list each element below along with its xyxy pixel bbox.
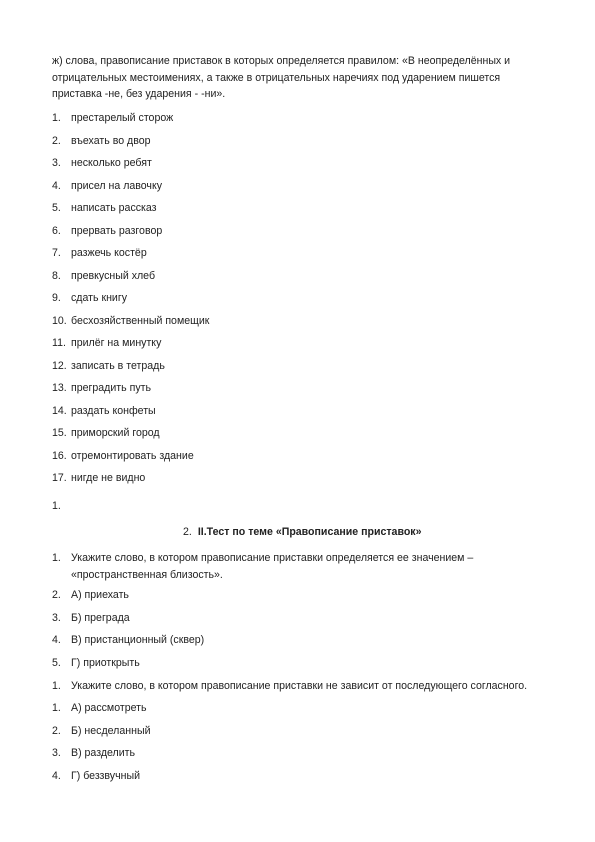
item-number: 12. [52, 360, 67, 372]
item-text: отремонтировать здание [71, 450, 194, 462]
item-text: преградить путь [71, 382, 151, 394]
item-number: 16. [52, 450, 67, 462]
item-text: прилёг на минутку [71, 337, 162, 349]
item-number: 4. [52, 770, 61, 782]
item-text: сдать книгу [71, 292, 128, 304]
item-number: 11. [52, 337, 66, 349]
intro-paragraph: ж) слова, правописание приставок в которых определяется правилом: «В неопределённых и отрицательных местоимениях, а также в отрицательных наречиях под ударением пишется приставка -не, без ударения - -ни». [52, 55, 511, 100]
item-text: нигде не видно [71, 472, 146, 484]
item-number: 4. [52, 180, 61, 192]
item-number: 1. [52, 500, 61, 512]
item-number: 9. [52, 292, 61, 304]
item-number: 13. [52, 382, 67, 394]
item-number: 2. [52, 135, 61, 147]
item-number: 1. [52, 680, 61, 692]
item-number: 8. [52, 270, 61, 282]
heading-number: 2. [183, 526, 192, 538]
answer-text: Г) приоткрыть [71, 657, 140, 669]
item-text: записать в тетрадь [71, 360, 165, 372]
answer-text: Б) несделанный [71, 725, 151, 737]
answer-text: Г) беззвучный [71, 770, 141, 782]
item-text: превкусный хлеб [71, 270, 156, 282]
item-number: 4. [52, 634, 61, 646]
item-number: 3. [52, 157, 61, 169]
question-text: Укажите слово, в котором правописание приставки не зависит от последующего согласного. [71, 680, 528, 692]
item-number: 2. [52, 589, 61, 601]
item-text: присел на лавочку [71, 180, 163, 192]
item-number: 10. [52, 315, 67, 327]
item-text: престарелый сторож [71, 112, 174, 124]
answer-text: А) приехать [71, 589, 129, 601]
item-text: бесхозяйственный помещик [71, 315, 210, 327]
heading-text: II.Тест по теме «Правописание приставок» [197, 526, 422, 538]
item-text: прервать разговор [71, 225, 163, 237]
item-text: въехать во двор [71, 135, 151, 147]
section-heading [183, 525, 422, 539]
item-number: 1. [52, 552, 61, 564]
item-text: приморский город [71, 427, 160, 439]
item-text: несколько ребят [71, 157, 152, 169]
answer-text: А) рассмотреть [71, 702, 147, 714]
item-number: 17. [52, 472, 67, 484]
item-number: 7. [52, 247, 61, 259]
answer-text: В) пристанционный (сквер) [71, 634, 205, 646]
item-number: 14. [52, 405, 67, 417]
item-number: 6. [52, 225, 61, 237]
item-number: 15. [52, 427, 67, 439]
item-number: 1. [52, 112, 61, 124]
item-number: 3. [52, 747, 61, 759]
item-number: 2. [52, 725, 61, 737]
answer-text: В) разделить [71, 747, 136, 759]
item-text: разжечь костёр [71, 247, 147, 259]
item-text: написать рассказ [71, 202, 157, 214]
answer-text: Б) преграда [71, 612, 130, 624]
item-number: 5. [52, 657, 61, 669]
question-text: Укажите слово, в котором правописание приставки определяется ее значением – «пространственная близость». [71, 552, 474, 581]
item-number: 3. [52, 612, 61, 624]
item-number: 5. [52, 202, 61, 214]
item-number: 1. [52, 702, 61, 714]
item-text: раздать конфеты [71, 405, 156, 417]
